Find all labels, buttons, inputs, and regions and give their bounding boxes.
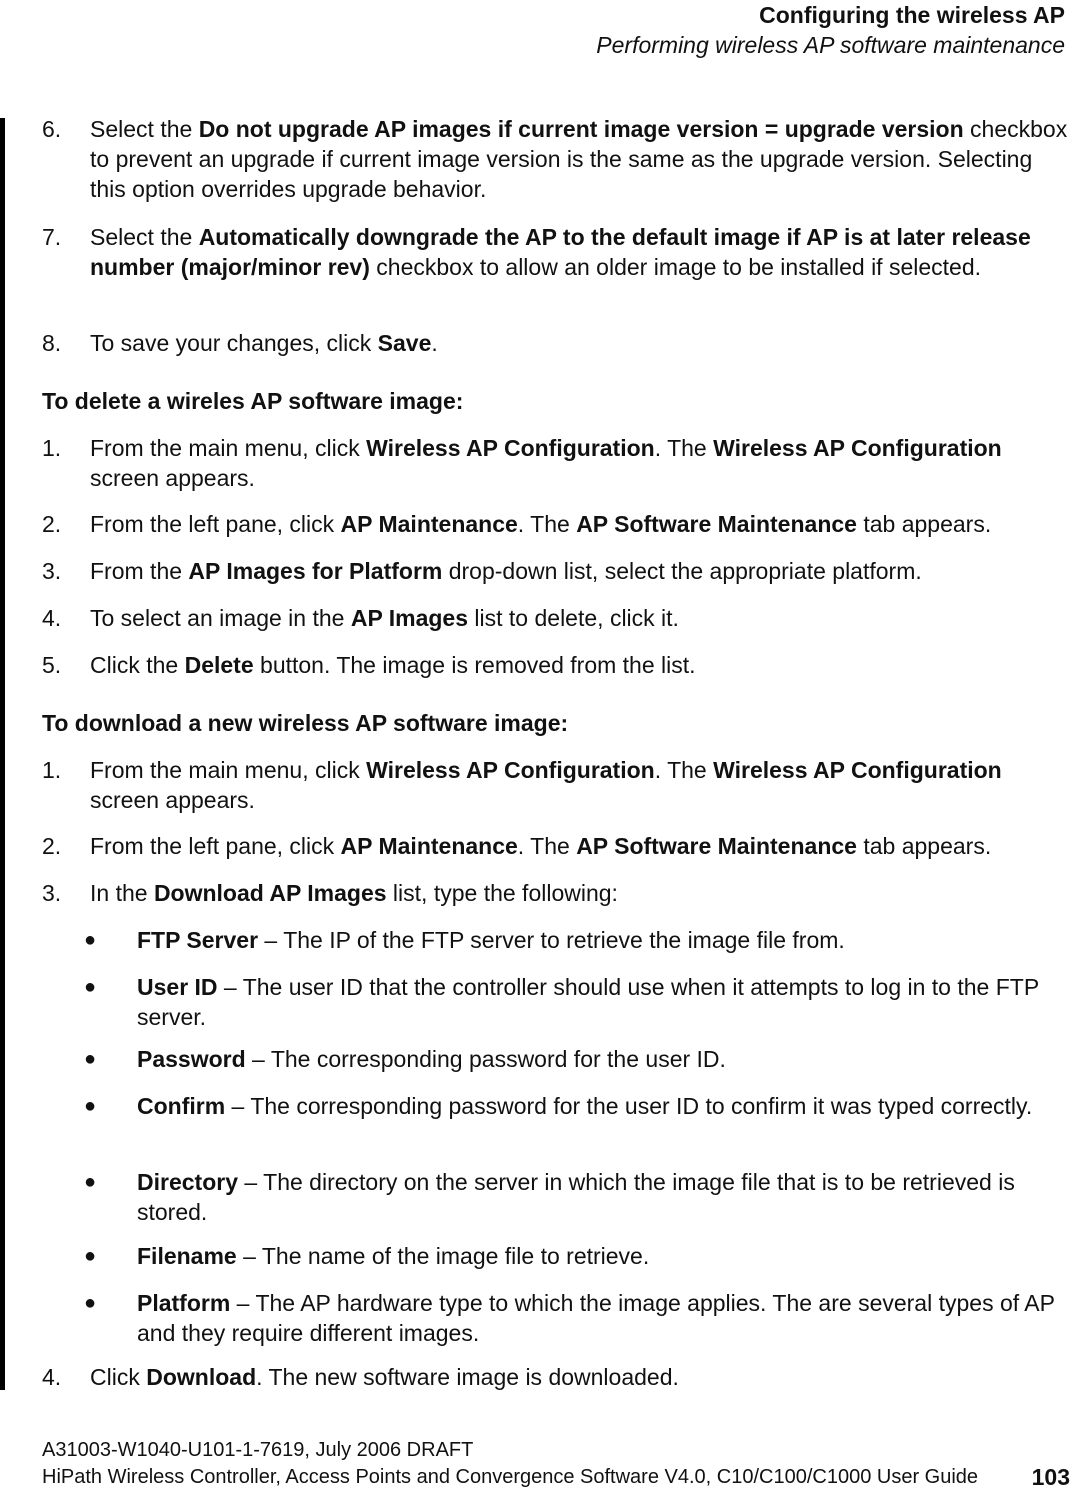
bullet-icon: ●: [84, 1171, 97, 1193]
change-bar: [0, 118, 5, 1390]
step-text: list, type the following:: [386, 880, 618, 906]
delete-step-4: [42, 603, 1070, 650]
field-term: Confirm: [137, 1093, 226, 1119]
upgrade-step-7: [42, 222, 1070, 328]
step-number: 1.: [42, 435, 62, 461]
button-name: Delete: [184, 652, 254, 678]
step-text: To select an image in the: [90, 605, 351, 631]
step-number: 8.: [42, 330, 62, 356]
field-description: – The user ID that the controller should use when it attempts to log in to the FTP server.: [137, 974, 1039, 1030]
field-description: – The IP of the FTP server to retrieve the image file from.: [258, 927, 845, 953]
step-text: In the: [90, 880, 154, 906]
step-number: 1.: [42, 757, 62, 783]
step-text: . The: [517, 833, 577, 859]
chapter-title: Configuring the wireless AP: [759, 2, 1065, 28]
step-number: 4.: [42, 1364, 62, 1390]
field-ftp-server: [42, 925, 1070, 972]
document-title: HiPath Wireless Controller, Access Points and Convergence Software V4.0, C10/C100/C1000 User Guide: [42, 1466, 979, 1488]
upgrade-step-6: [42, 114, 1070, 222]
delete-step-1: [42, 433, 1070, 509]
delete-step-3: [42, 556, 1070, 603]
step-number: 6.: [42, 116, 62, 142]
step-number: 3.: [42, 558, 62, 584]
step-text: Select the: [90, 116, 199, 142]
download-heading: To download a new wireless AP software image:: [42, 710, 569, 736]
bullet-icon: ●: [84, 1292, 97, 1314]
field-description: – The corresponding password for the user ID.: [245, 1046, 726, 1072]
field-term: FTP Server: [137, 927, 259, 953]
field-password: [42, 1044, 1070, 1091]
page-footer: [42, 1437, 1070, 1491]
step-text: list to delete, click it.: [468, 605, 679, 631]
bullet-icon: ●: [84, 1048, 97, 1070]
delete-heading: To delete a wireles AP software image:: [42, 388, 464, 414]
field-description: – The corresponding password for the user ID to confirm it was typed correctly.: [225, 1093, 1033, 1119]
step-text: . The new software image is downloaded.: [256, 1364, 679, 1390]
step-text: Click the: [90, 652, 185, 678]
checkbox-name: Automatically downgrade the AP to the default image if AP is at later release number (major/minor rev): [90, 224, 1031, 280]
bullet-icon: ●: [84, 1095, 97, 1117]
menu-name: Wireless AP Configuration: [366, 757, 655, 783]
step-text: checkbox to prevent an upgrade if current image version is the same as the upgrade version. Selecting this option overrides upgrade behavior.: [90, 116, 1068, 202]
section-title: Performing wireless AP software maintenance: [596, 32, 1065, 58]
bullet-icon: ●: [84, 929, 97, 951]
step-text: drop-down list, select the appropriate platform.: [442, 558, 922, 584]
step-number: 2.: [42, 833, 62, 859]
step-text: .: [431, 330, 438, 356]
field-filename: [42, 1241, 1070, 1288]
field-term: Password: [137, 1046, 246, 1072]
step-text: Select the: [90, 224, 199, 250]
field-confirm: [42, 1091, 1070, 1167]
field-term: Platform: [137, 1290, 231, 1316]
field-term: User ID: [137, 974, 218, 1000]
field-term: Filename: [137, 1243, 237, 1269]
document-body: [42, 114, 1070, 1402]
field-description: – The name of the image file to retrieve.: [236, 1243, 650, 1269]
page-number: 103: [1031, 1464, 1070, 1490]
pane-item-name: AP Maintenance: [340, 511, 518, 537]
step-number: 4.: [42, 605, 62, 631]
screen-name: Wireless AP Configuration: [713, 757, 1002, 783]
step-text: tab appears.: [856, 511, 992, 537]
step-text: From the left pane, click: [90, 833, 341, 859]
step-text: . The: [654, 435, 714, 461]
download-step-3: [42, 878, 1070, 925]
step-text: From the: [90, 558, 189, 584]
step-text: tab appears.: [856, 833, 992, 859]
bullet-icon: ●: [84, 976, 97, 998]
screen-name: Wireless AP Configuration: [713, 435, 1002, 461]
bullet-icon: ●: [84, 1245, 97, 1267]
button-name: Download: [146, 1364, 257, 1390]
step-number: 7.: [42, 224, 62, 250]
upgrade-step-8: [42, 328, 1070, 386]
field-user-id: [42, 972, 1070, 1044]
field-directory: [42, 1167, 1070, 1241]
step-text: Click: [90, 1364, 147, 1390]
step-number: 2.: [42, 511, 62, 537]
dropdown-name: AP Images for Platform: [188, 558, 443, 584]
step-text: From the main menu, click: [90, 435, 367, 461]
list-name: Download AP Images: [153, 880, 387, 906]
checkbox-name: Do not upgrade AP images if current image version = upgrade version: [198, 116, 964, 142]
field-term: Directory: [137, 1169, 238, 1195]
step-text: screen appears.: [90, 787, 255, 813]
download-step-1: [42, 755, 1070, 831]
delete-step-5: [42, 650, 1070, 708]
download-step-2: [42, 831, 1070, 878]
save-label: Save: [377, 330, 432, 356]
step-text: From the main menu, click: [90, 757, 367, 783]
list-name: AP Images: [350, 605, 469, 631]
field-platform: [42, 1288, 1070, 1362]
document-id: A31003-W1040-U101-1-7619, July 2006 DRAFT: [42, 1439, 474, 1461]
tab-name: AP Software Maintenance: [576, 511, 857, 537]
step-number: 3.: [42, 880, 62, 906]
field-description: – The AP hardware type to which the image applies. The are several types of AP and they require different images.: [137, 1290, 1055, 1346]
step-text: screen appears.: [90, 465, 255, 491]
step-text: From the left pane, click: [90, 511, 341, 537]
page-header: [596, 0, 1065, 60]
step-number: 5.: [42, 652, 62, 678]
step-text: checkbox to allow an older image to be installed if selected.: [369, 254, 982, 280]
step-text: button. The image is removed from the list.: [253, 652, 696, 678]
step-text: To save your changes, click: [90, 330, 378, 356]
step-text: . The: [517, 511, 577, 537]
step-text: . The: [654, 757, 714, 783]
pane-item-name: AP Maintenance: [340, 833, 518, 859]
tab-name: AP Software Maintenance: [576, 833, 857, 859]
menu-name: Wireless AP Configuration: [366, 435, 655, 461]
delete-step-2: [42, 509, 1070, 556]
download-step-4: [42, 1362, 1070, 1402]
field-description: – The directory on the server in which the image file that is to be retrieved is stored.: [137, 1169, 1015, 1225]
